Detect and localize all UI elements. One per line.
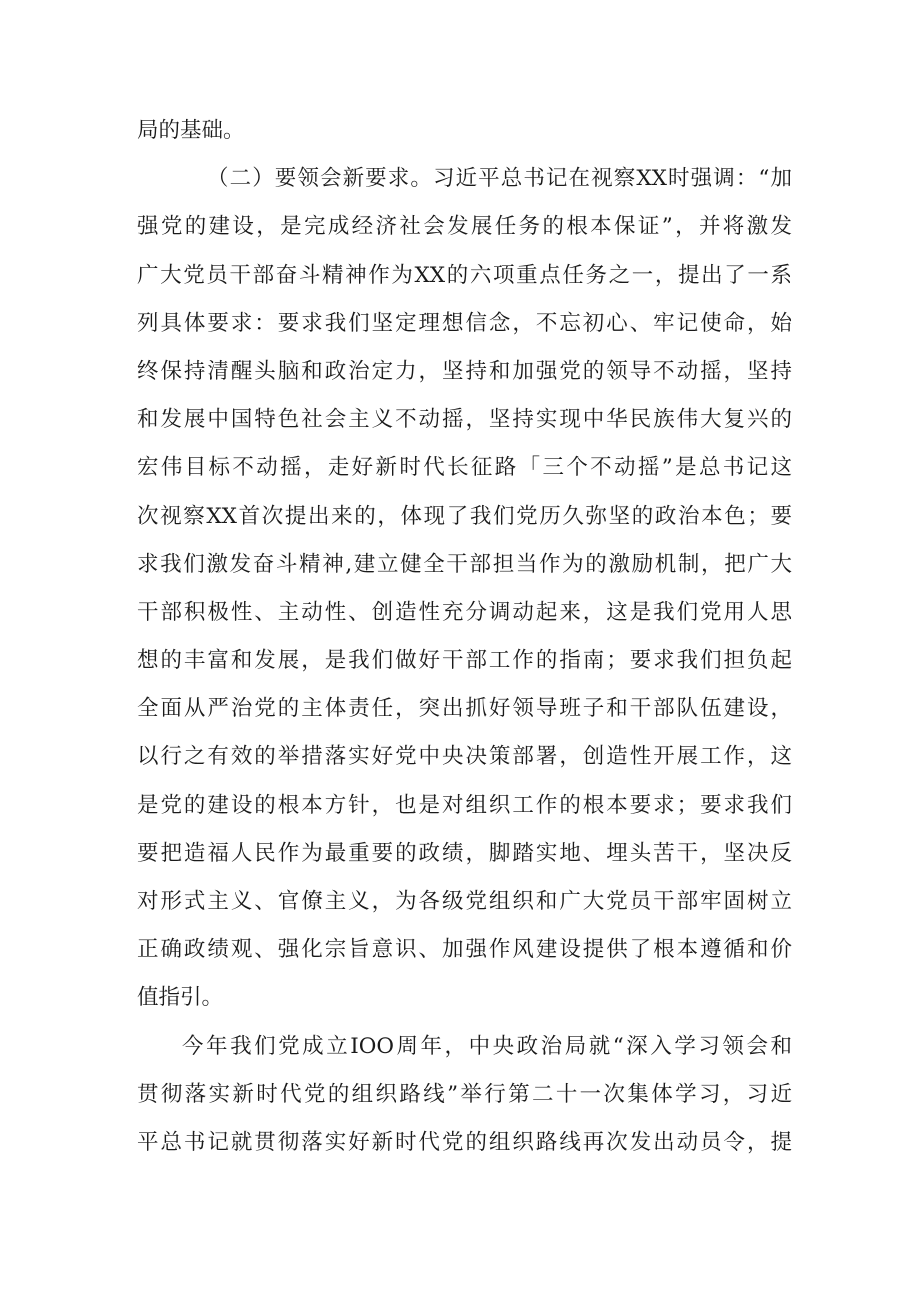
section-heading-line: （二）要领会新要求。习近平总书记在视察XX时强调：“加 bbox=[207, 166, 792, 192]
text-line: 和发展中国特色社会主义不动摇，坚持实现中华民族伟大复兴的 bbox=[137, 407, 792, 433]
text-line: 想的丰富和发展，是我们做好干部工作的指南；要求我们担负起 bbox=[137, 648, 792, 674]
text-line: 值指引。 bbox=[137, 985, 224, 1011]
text-line: 宏伟目标不动摇，走好新时代长征路「三个不动摇”是总书记这 bbox=[137, 455, 792, 481]
text-line: 全面从严治党的主体责任，突出抓好领导班子和干部队伍建设， bbox=[137, 696, 792, 722]
text-line: 列具体要求：要求我们坚定理想信念，不忘初心、牢记使命，始 bbox=[137, 310, 792, 336]
text-line: 是党的建设的根本方针，也是对组织工作的根本要求；要求我们 bbox=[137, 792, 792, 818]
text-line: 干部积极性、主动性、创造性充分调动起来，这是我们党用人思 bbox=[137, 599, 792, 625]
text-line: 终保持清醒头脑和政治定力，坚持和加强党的领导不动摇，坚持 bbox=[137, 358, 792, 384]
text-line: 局的基础。 bbox=[137, 118, 245, 143]
text-line: 要把造福人民作为最重要的政绩，脚踏实地、埋头苦干，坚决反 bbox=[137, 840, 792, 866]
text-line: 以行之有效的举措落实好党中央决策部署，创造性开展工作，这 bbox=[137, 744, 792, 770]
text-line: 平总书记就贯彻落实好新时代党的组织路线再次发出动员令，提 bbox=[137, 1129, 792, 1155]
text-line: 强党的建设，是完成经济社会发展任务的根本保证”，并将激发 bbox=[137, 214, 792, 240]
text-line: 对形式主义、官僚主义，为各级党组织和广大党员干部牢固树立 bbox=[137, 889, 792, 914]
paragraph-start-line: 今年我们党成立IOO周年，中央政治局就“深入学习领会和 bbox=[182, 1033, 792, 1059]
text-line: 广大党员干部奋斗精神作为XX的六项重点任务之一，提出了一系 bbox=[137, 262, 792, 288]
text-line: 求我们激发奋斗精神,建立健全干部担当作为的激励机制，把广大 bbox=[137, 551, 792, 577]
body-text bbox=[137, 107, 792, 1167]
text-line: 正确政绩观、强化宗旨意识、加强作风建设提供了根本遵循和价 bbox=[137, 937, 792, 963]
text-line: 次视察XX首次提出来的，体现了我们党历久弥坚的政治本色；要 bbox=[137, 503, 792, 529]
text-line: 贯彻落实新时代党的组织路线”举行第二十一次集体学习，习近 bbox=[137, 1081, 792, 1107]
